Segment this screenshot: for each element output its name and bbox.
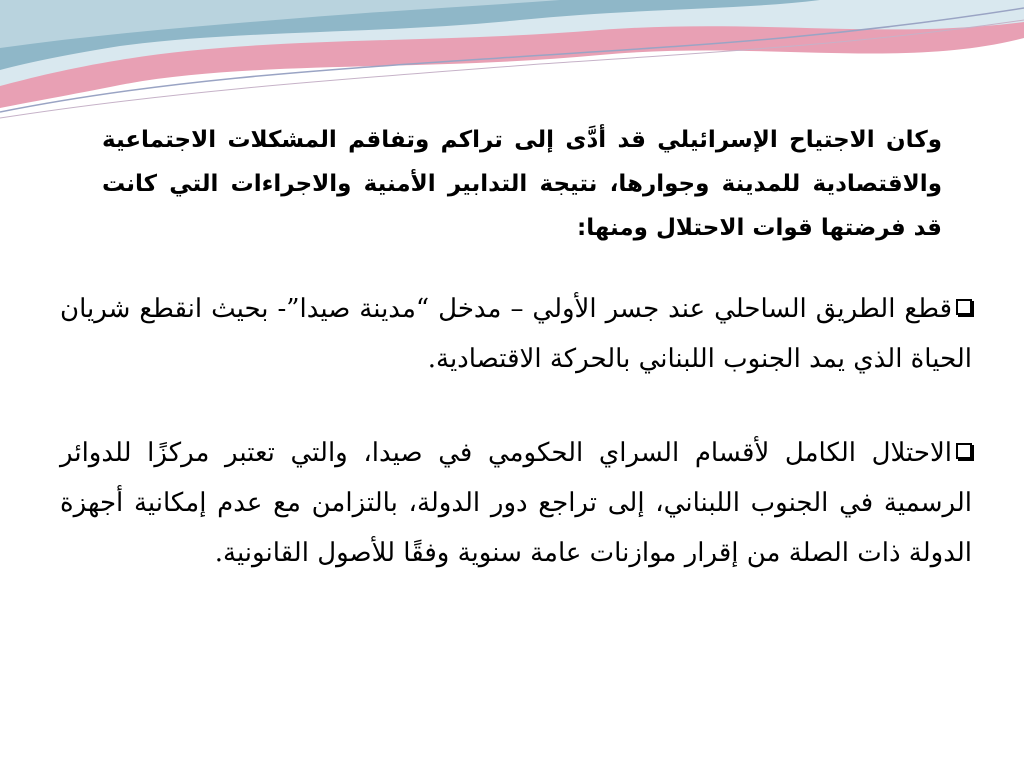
bullet-item-2: [60, 428, 972, 578]
bullet-text-2: الاحتلال الكامل لأقسام السراي الحكومي في صيدا، والتي تعتبر مركزًا للدوائر الرسمية في الجنوب اللبناني، إلى تراجع دور الدولة، بالتزامن مع عدم إمكانية أجهزة الدولة ذات الصلة من إقرار موازنات عامة سنوية وفقًا للأصول القانونية.: [60, 438, 972, 568]
intro-paragraph: وكان الاجتياح الإسرائيلي قد أدَّى إلى تراكم وتفاقم المشكلات الاجتماعية والاقتصادية للمدينة وجوارها، نتيجة التدابير الأمنية والاجراءات التي كانت قد فرضتها قوات الاحتلال ومنها:: [102, 127, 942, 241]
wave-banner-decoration: [0, 0, 1024, 130]
bullet-list: [60, 284, 972, 622]
bullet-text-1: قطع الطريق الساحلي عند جسر الأولي – مدخل “مدينة صيدا”- بحيث انقطع شريان الحياة الذي يمد الجنوب اللبناني بالحركة الاقتصادية.: [60, 294, 972, 374]
checkbox-icon: [956, 443, 972, 459]
bullet-item-1: [60, 284, 972, 384]
checkbox-icon: [956, 299, 972, 315]
